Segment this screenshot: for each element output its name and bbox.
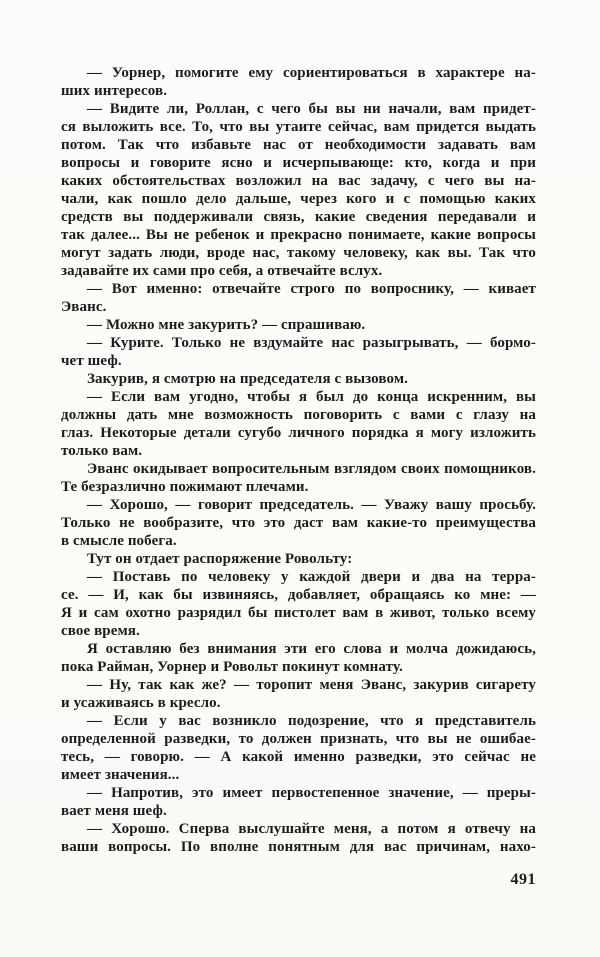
text-line: ся выложить все. То, что вы утаите сейчас, вам придется выдать [61,119,536,135]
text-line: Только не вообразите, что это даст вам какие-то преимущества [61,515,536,531]
text-line: Эванс. [61,299,107,315]
text-line: Я оставляю без внимания эти его слова и молча дожидаюсь, [87,641,536,657]
text-line: — Вот именно: отвечайте строго по вопроснику, — кивает [87,281,536,297]
text-line: Я и сам охотно разрядил бы пистолет вам в живот, только всему [61,605,536,621]
paragraph [61,676,536,712]
text-line: — Курите. Только не вздумайте нас разыгрывать, — бормо- [87,335,536,351]
paragraph [61,712,536,784]
paragraph [61,784,536,820]
text-line: тесь, — говорю. — А какой именно разведки, это сейчас не [61,749,536,765]
text-line: — Поставь по человеку у каждой двери и два на терра- [87,569,536,585]
paragraph [61,568,536,640]
paragraph [61,496,536,550]
paragraph [61,460,536,496]
text-line: потом. Так что избавьте нас от необходимости задавать вам [61,137,536,153]
paragraph [61,100,536,280]
text-line: Те безразлично пожимают плечами. [61,479,309,495]
text-line: должны дать мне возможность поговорить с вами с глазу на [61,407,536,423]
text-line: — Если вам угодно, чтобы я был до конца искренним, вы [87,389,536,405]
page-text [61,64,536,856]
text-line: — Уорнер, помогите ему сориентироваться в характере на- [87,65,536,81]
text-line: — Хорошо. Сперва выслушайте меня, а потом я отвечу на [87,821,536,837]
paragraph [61,370,536,388]
paragraph [61,280,536,316]
text-line: се. — И, как бы извиняясь, добавляет, обращаясь ко мне: — [61,587,536,603]
text-line: — Напротив, это имеет первостепенное значение, — преры- [87,785,536,801]
paragraph [61,820,536,856]
text-line: чали, как пошло дело дальше, через кого и с помощью каких [61,191,536,207]
text-line: чет шеф. [61,353,122,369]
text-line: Закурив, я смотрю на председателя с вызовом. [87,371,408,387]
text-line: так далее... Вы не ребенок и прекрасно понимаете, какие вопросы [61,227,536,243]
text-line: — Ну, так как же? — торопит меня Эванс, закурив сигарету [87,677,536,693]
text-line: определенной разведки, то должен признать, что вы не ошибае- [61,731,536,747]
text-line: Эванс окидывает вопросительным взглядом своих помощников. [87,461,536,477]
text-line: — Если у вас возникло подозрение, что я представитель [87,713,536,729]
text-line: Тут он отдает распоряжение Ровольту: [87,551,353,567]
paragraph [61,640,536,676]
text-line: глаз. Некоторые детали сугубо личного порядка я могу изложить [61,425,536,441]
paragraph [61,64,536,100]
text-line: задавайте их сами про себя, а отвечайте вслух. [61,263,383,279]
text-line: каких обстоятельствах возложил на вас задачу, с чего вы на- [61,173,536,189]
text-line: средств вы поддерживали связь, какие сведения передавали и [61,209,536,225]
text-line: — Можно мне закурить? — спрашиваю. [87,317,366,333]
text-line: ших интересов. [61,83,168,99]
paragraph [61,334,536,370]
text-line: и усаживаясь в кресло. [61,695,221,711]
paragraph [61,316,536,334]
text-line: — Хорошо, — говорит председатель. — Уважу вашу просьбу. [87,497,536,513]
text-line: только вам. [61,443,143,459]
text-line: вает меня шеф. [61,803,167,819]
page-number: 491 [510,871,536,888]
text-line: в смысле побега. [61,533,177,549]
text-line: пока Райман, Уорнер и Ровольт покинут комнату. [61,659,403,675]
paragraph [61,550,536,568]
text-line: могут задать люди, вроде нас, такому человеку, как вы. Так что [61,245,536,261]
text-line: вопросы и говорите ясно и исчерпывающе: кто, когда и при [61,155,536,171]
text-line: ваши вопросы. По вполне понятным для вас причинам, нахо- [61,839,536,855]
text-line: — Видите ли, Роллан, с чего бы вы ни начали, вам придет- [87,101,536,117]
paragraph [61,388,536,460]
text-line: имеет значения... [61,767,180,783]
text-line: свое время. [61,623,140,639]
